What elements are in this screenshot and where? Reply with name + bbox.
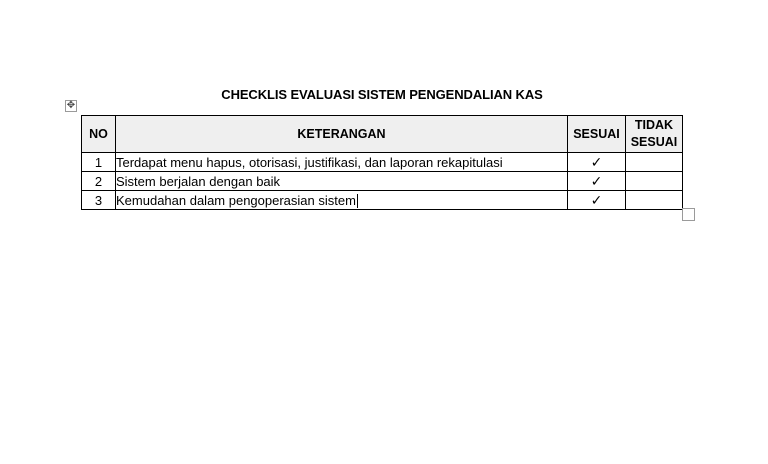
header-tidak-sesuai-line1: TIDAK [634, 118, 674, 132]
tidak-sesuai-cell[interactable] [626, 191, 683, 210]
row-number-cell[interactable]: 1 [82, 153, 116, 172]
table-row [82, 172, 683, 191]
text-cursor [357, 194, 358, 208]
header-no[interactable]: NO [82, 116, 116, 153]
header-tidak-sesuai-line2: SESUAI [630, 135, 678, 149]
checkmark-icon: ✓ [590, 172, 603, 189]
header-sesuai[interactable]: SESUAI [568, 116, 626, 153]
keterangan-text: Kemudahan dalam pengoperasian sistem [116, 192, 356, 208]
move-arrows-icon: ✥ [66, 100, 76, 111]
checkmark-icon: ✓ [590, 153, 603, 170]
tidak-sesuai-cell[interactable] [626, 172, 683, 191]
header-keterangan[interactable]: KETERANGAN [116, 116, 568, 153]
sesuai-cell[interactable] [568, 172, 626, 191]
sesuai-cell[interactable] [568, 153, 626, 172]
document-title: CHECKLIS EVALUASI SISTEM PENGENDALIAN KAS [221, 87, 543, 102]
table-resize-handle[interactable] [682, 208, 695, 221]
table-move-handle[interactable] [65, 100, 77, 112]
sesuai-cell[interactable] [568, 191, 626, 210]
keterangan-cell[interactable]: Terdapat menu hapus, otorisasi, justifikasi, dan laporan rekapitulasi [116, 153, 568, 172]
header-tidak-sesuai[interactable] [626, 116, 683, 153]
row-number-cell[interactable]: 3 [82, 191, 116, 210]
checkmark-icon: ✓ [590, 191, 603, 208]
row-number-cell[interactable]: 2 [82, 172, 116, 191]
table-header-row [82, 116, 683, 153]
tidak-sesuai-cell[interactable] [626, 153, 683, 172]
checklist-table[interactable] [81, 115, 683, 210]
table-row [82, 191, 683, 210]
keterangan-cell[interactable]: Sistem berjalan dengan baik [116, 172, 568, 191]
table-row [82, 153, 683, 172]
keterangan-cell[interactable] [116, 191, 568, 210]
